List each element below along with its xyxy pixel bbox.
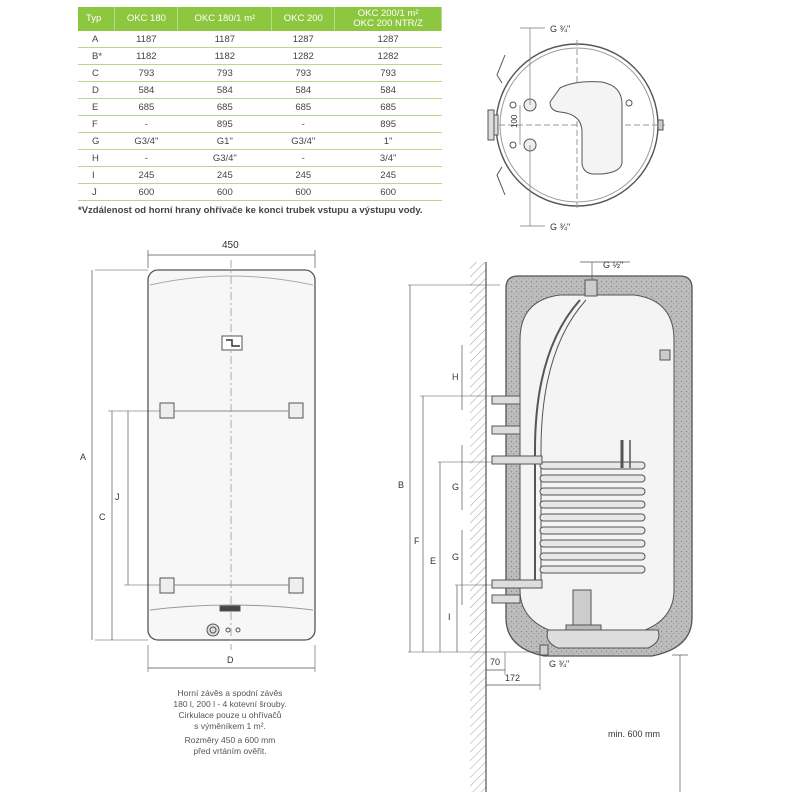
table-cell: 584 [178,82,272,99]
table-cell: 685 [272,99,335,116]
dim-172-label: 172 [505,673,521,683]
row-label: C [78,65,115,82]
caption-line-4: s výměníkem 1 m². [194,721,266,731]
table-cell: 584 [272,82,335,99]
dim-h-label: H [452,372,459,382]
header-okc180-1: OKC 180/1 m² [178,7,272,31]
table-cell: 685 [178,99,272,116]
table-cell: 245 [178,167,272,184]
table-cell: G3/4" [178,150,272,167]
table-cell: - [272,150,335,167]
header-okc180: OKC 180 [115,7,178,31]
header-okc200: OKC 200 [272,7,335,31]
side-pipe-bottom [492,595,520,603]
table-cell: G3/4" [115,133,178,150]
front-bracket-bl [160,578,174,593]
table-cell: 1182 [178,48,272,65]
side-pipe-coil-in [492,456,542,464]
row-label: J [78,184,115,201]
wall-bracket [488,110,498,140]
fitting-small-1 [510,102,516,108]
table-cell: 1" [335,133,442,150]
table-cell: 245 [115,167,178,184]
table-cell: 1187 [115,31,178,48]
row-label: H [78,150,115,167]
dim-g2-label: G [452,552,460,562]
front-thermostat-knob [207,624,219,636]
dim-g1-label: G [452,482,460,492]
dim-a-label: A [80,452,87,462]
table-cell: 1187 [178,31,272,48]
table-cell: 685 [115,99,178,116]
table-cell: G3/4" [272,133,335,150]
table-cell: 3/4" [335,150,442,167]
table-cell: 793 [178,65,272,82]
table-cell: 1282 [272,48,335,65]
caption-line-2: 180 l, 200 l - 4 kotevní šrouby. [173,699,287,709]
side-pipe-coil-out [492,580,542,588]
table-cell: 1182 [115,48,178,65]
table-cell: 1282 [335,48,442,65]
row-label: I [78,167,115,184]
row-label: G [78,133,115,150]
row-label: E [78,99,115,116]
table-cell: 685 [335,99,442,116]
table-cell: 600 [335,184,442,201]
table-cell: 600 [115,184,178,201]
header-okc200-ntr-line2: OKC 200 NTR/Z [353,18,423,29]
dim-70-label: 70 [490,657,501,667]
dim-450-label: 450 [222,240,239,251]
fitting-small-2 [510,142,516,148]
dim-c-label: C [99,512,106,522]
table-cell: 584 [115,82,178,99]
table-cell: G1" [178,133,272,150]
side-g-half-label: G ½" [603,260,624,270]
front-bracket-tr [289,403,303,418]
drain-fitting [540,645,548,655]
caption-line-5: Rozměry 450 a 600 mm [184,735,276,745]
table-cell: 793 [335,65,442,82]
table-cell: 1287 [272,31,335,48]
table-cell: 895 [178,116,272,133]
caption-line-3: Cirkulace pouze u ohřívačů [178,710,282,720]
footnote: *Vzdálenost od horní hrany ohřívače ke konci trubek vstupu a výstupu vody. [78,205,423,216]
flange-plate [550,82,622,174]
front-bracket-tl [160,403,174,418]
dim-i-label: I [448,612,451,622]
top-g-bottom-label: G ¾" [550,222,571,232]
front-panel-badge [220,606,240,611]
caption-line-1: Horní závěs a spodní závěs [177,688,283,698]
front-bracket-br [289,578,303,593]
right-lug [658,120,663,130]
flange-bolt [626,100,632,106]
bottom-cover [547,630,659,648]
dim-b-label: B [398,480,405,490]
table-cell: 895 [335,116,442,133]
table-cell: 1287 [335,31,442,48]
table-cell: 245 [335,167,442,184]
wall-hatch [470,262,486,792]
side-view [408,262,692,792]
table-cell: 793 [272,65,335,82]
header-typ: Typ [78,7,115,31]
header-okc200-1-line1: OKC 200/1 m² [357,8,419,19]
heater-flange [573,590,591,630]
row-label: A [78,31,115,48]
min-600-label: min. 600 mm [608,729,661,739]
table-cell: 600 [178,184,272,201]
table-cell: 793 [115,65,178,82]
top-fitting-half [585,280,597,296]
table-cell: 584 [335,82,442,99]
dim-f-label: F [414,536,420,546]
side-sensor [660,350,670,360]
side-pipe-h [492,396,520,404]
front-view [92,250,315,672]
dim-100-label: 100 [510,114,519,128]
row-label: B* [78,48,115,65]
mounting-caption [150,688,310,757]
table-cell: 600 [272,184,335,201]
table-cell: - [115,150,178,167]
table-cell: - [115,116,178,133]
row-label: F [78,116,115,133]
dim-d-label: D [227,655,234,665]
row-label: D [78,82,115,99]
side-pipe-top [492,426,520,434]
dim-j-label: J [115,492,120,502]
table-cell: 245 [272,167,335,184]
caption-line-6: před vrtáním ověřit. [193,746,267,756]
table-cell: - [272,116,335,133]
side-g-bottom-label: G ¾" [549,659,570,669]
top-g-label: G ¾" [550,24,571,34]
dim-e-label: E [430,556,437,566]
